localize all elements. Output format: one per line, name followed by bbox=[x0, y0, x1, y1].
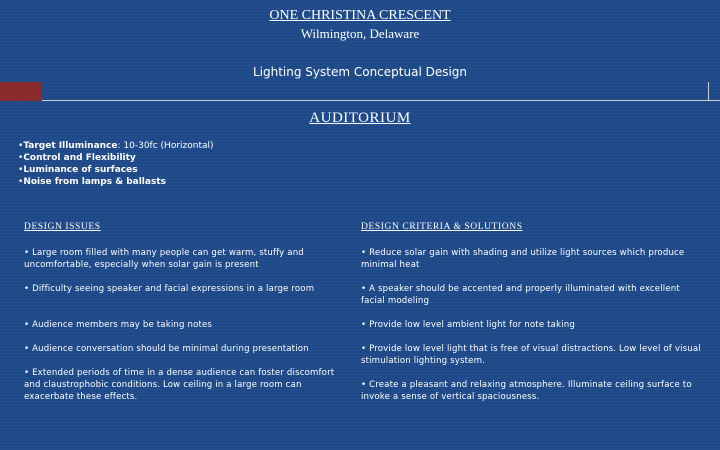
section-title: AUDITORIUM bbox=[309, 110, 411, 126]
issue-cell: • Large room filled with many people can get warm, stuffy and uncomfortable, especially when solar gain is present bbox=[24, 248, 304, 270]
criteria-item bbox=[18, 164, 214, 176]
accent-bar-red bbox=[0, 82, 42, 101]
issue-cell: • Audience conversation should be minimal during presentation bbox=[24, 344, 309, 354]
solution-cell: • Provide low level ambient light for note taking bbox=[361, 320, 575, 330]
design-table bbox=[16, 216, 702, 412]
solution-cell: • Reduce solar gain with shading and utilize light sources which produce minimal heat bbox=[361, 248, 685, 270]
criteria-item bbox=[18, 176, 214, 188]
criteria-label: Target Illuminance bbox=[23, 141, 118, 151]
solution-cell: • Create a pleasant and relaxing atmosphere. Illuminate ceiling surface to invoke a sense of vertical spaciousness. bbox=[361, 380, 692, 402]
bullet-marker: • bbox=[18, 153, 24, 163]
issue-cell: • Audience members may be taking notes bbox=[24, 320, 213, 330]
slide-header bbox=[0, 0, 720, 80]
issue-cell: • Extended periods of time in a dense audience can foster discomfort and claustrophobic conditions. Low ceiling in a large room can exacerbate these effects. bbox=[24, 368, 335, 402]
criteria-label: Control and Flexibility bbox=[23, 153, 136, 163]
issue-cell: • Difficulty seeing speaker and facial expressions in a large room bbox=[24, 284, 315, 294]
bullet-marker: • bbox=[18, 165, 24, 175]
column-header-issues: DESIGN ISSUES bbox=[24, 222, 101, 232]
bullet-marker: • bbox=[18, 177, 24, 187]
accent-bar-tip bbox=[708, 82, 720, 101]
solution-cell: • Provide low level light that is free of visual distractions. Low level of visual stimulation lighting system. bbox=[361, 344, 701, 366]
solution-cell: • A speaker should be accented and properly illuminated with excellent facial modeling bbox=[361, 284, 680, 306]
criteria-list bbox=[18, 140, 214, 188]
criteria-item bbox=[18, 140, 214, 152]
location-subtitle: Wilmington, Delaware bbox=[300, 26, 420, 41]
design-title: Lighting System Conceptual Design bbox=[252, 65, 468, 79]
criteria-item bbox=[18, 152, 214, 164]
criteria-label: Noise from lamps & ballasts bbox=[23, 177, 166, 187]
criteria-label: Luminance of surfaces bbox=[23, 165, 138, 175]
column-header-solutions: DESIGN CRITERIA & SOLUTIONS bbox=[361, 222, 523, 232]
criteria-detail: : 10-30fc (Horizontal) bbox=[117, 141, 214, 151]
bullet-marker: • bbox=[18, 141, 24, 151]
accent-bar-line bbox=[42, 82, 708, 101]
building-title: ONE CHRISTINA CRESCENT bbox=[269, 8, 451, 23]
